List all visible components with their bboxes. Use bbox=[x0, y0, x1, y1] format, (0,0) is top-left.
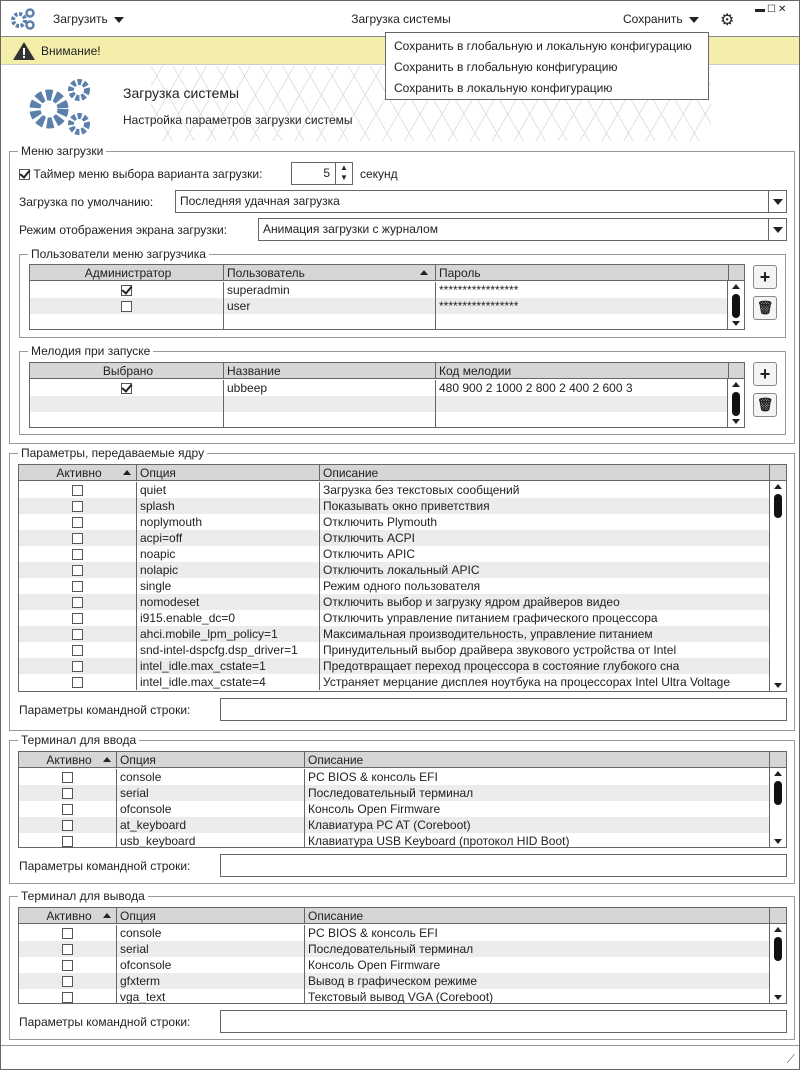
table-row[interactable] bbox=[30, 412, 744, 428]
table-cell: Текстовый вывод VGA (Coreboot) bbox=[305, 989, 770, 1004]
page-title: Загрузка системы bbox=[123, 85, 240, 101]
table-cell: nolapic bbox=[137, 562, 320, 578]
table-cell: at_keyboard bbox=[117, 817, 305, 833]
table-row[interactable] bbox=[30, 396, 744, 412]
table-cell: splash bbox=[137, 498, 320, 514]
checkbox[interactable] bbox=[72, 501, 83, 512]
warning-text: Внимание! bbox=[41, 44, 101, 58]
table-cell: noplymouth bbox=[137, 514, 320, 530]
checkbox[interactable] bbox=[72, 565, 83, 576]
add-user-button[interactable] bbox=[753, 265, 777, 289]
checkbox-cell[interactable] bbox=[19, 562, 137, 578]
checkbox[interactable] bbox=[72, 485, 83, 496]
checkbox[interactable] bbox=[62, 836, 73, 847]
table-cell: console bbox=[117, 925, 305, 941]
group-legend: Терминал для вывода bbox=[21, 889, 145, 903]
scroll-up-icon[interactable] bbox=[774, 927, 782, 932]
window-title: Загрузка системы bbox=[351, 12, 451, 26]
checkbox[interactable] bbox=[62, 772, 73, 783]
table-cell bbox=[224, 412, 436, 428]
table-row[interactable] bbox=[19, 626, 786, 642]
timer-value: 5 bbox=[323, 166, 330, 180]
checkbox-cell[interactable] bbox=[19, 578, 137, 594]
table-cell: Отключить ACPI bbox=[320, 530, 770, 546]
table-row[interactable] bbox=[19, 658, 786, 674]
checkbox-cell[interactable] bbox=[19, 674, 137, 690]
table-row[interactable] bbox=[19, 514, 786, 530]
checkbox[interactable] bbox=[72, 677, 83, 688]
checkbox[interactable] bbox=[62, 804, 73, 815]
table-cell: nomodeset bbox=[137, 594, 320, 610]
table-row[interactable] bbox=[19, 817, 786, 833]
chevron-down-icon[interactable] bbox=[768, 191, 786, 212]
column-header[interactable]: Пароль bbox=[436, 265, 729, 281]
checkbox-cell[interactable] bbox=[19, 925, 117, 941]
table-row[interactable] bbox=[19, 941, 786, 957]
close-icon[interactable]: ✕ bbox=[777, 4, 789, 15]
menu-item-save-global-local[interactable]: Сохранить в глобальную и локальную конфигурацию bbox=[394, 39, 692, 53]
table-row[interactable] bbox=[19, 482, 786, 498]
table-cell: superadmin bbox=[224, 282, 436, 298]
table-row[interactable] bbox=[19, 674, 786, 690]
checkbox-cell[interactable] bbox=[19, 658, 137, 674]
table-cell: ofconsole bbox=[117, 957, 305, 973]
delete-melody-button[interactable] bbox=[753, 393, 777, 417]
scroll-down-icon[interactable] bbox=[732, 419, 740, 424]
kernel-params-table bbox=[18, 464, 787, 692]
checkbox-cell[interactable] bbox=[30, 298, 224, 314]
resize-grip-icon[interactable]: ⟋ bbox=[786, 1052, 795, 1066]
load-menu-button[interactable] bbox=[53, 12, 124, 26]
save-menu-button[interactable] bbox=[623, 12, 699, 26]
table-cell bbox=[436, 314, 729, 330]
default-boot-label: Загрузка по умолчанию: bbox=[19, 195, 154, 209]
checkbox[interactable] bbox=[72, 613, 83, 624]
input-cmdline-input[interactable] bbox=[220, 854, 787, 877]
table-row[interactable] bbox=[19, 530, 786, 546]
warning-icon bbox=[12, 41, 36, 61]
checkbox[interactable] bbox=[72, 661, 83, 672]
scroll-down-icon[interactable] bbox=[774, 683, 782, 688]
trash-icon: 🗑 bbox=[756, 397, 774, 412]
table-cell: single bbox=[137, 578, 320, 594]
table-cell: Максимальная производительность, управление питанием bbox=[320, 626, 770, 642]
checkbox-cell[interactable] bbox=[19, 610, 137, 626]
delete-user-button[interactable] bbox=[753, 296, 777, 320]
table-cell: Режим одного пользователя bbox=[320, 578, 770, 594]
table-cell: vga_text bbox=[117, 989, 305, 1004]
table-cell: Клавиатура PC AT (Coreboot) bbox=[305, 817, 770, 833]
checkbox-cell[interactable] bbox=[19, 989, 117, 1004]
checkbox[interactable] bbox=[72, 549, 83, 560]
maximize-icon[interactable]: ☐ bbox=[767, 4, 778, 15]
checkbox-cell[interactable] bbox=[30, 314, 224, 330]
table-row[interactable] bbox=[19, 498, 786, 514]
table-cell: ubbeep bbox=[224, 380, 436, 396]
table-row[interactable] bbox=[30, 380, 744, 396]
checkbox-cell[interactable] bbox=[19, 626, 137, 642]
table-cell bbox=[436, 396, 729, 412]
scrollbar[interactable] bbox=[769, 924, 786, 1003]
table-row[interactable] bbox=[19, 546, 786, 562]
table-header bbox=[19, 752, 786, 768]
table-cell: i915.enable_dc=0 bbox=[137, 610, 320, 626]
timer-label: Таймер меню выбора варианта загрузки: bbox=[33, 167, 263, 181]
plus-icon: + bbox=[759, 267, 771, 287]
scroll-thumb[interactable] bbox=[774, 781, 782, 805]
window-controls bbox=[755, 4, 788, 15]
table-row[interactable] bbox=[19, 957, 786, 973]
table-cell: Предотвращает переход процессора в состояние глубокого сна bbox=[320, 658, 770, 674]
scroll-up-icon[interactable] bbox=[732, 284, 740, 289]
column-header[interactable]: Опция bbox=[117, 908, 305, 924]
table-row[interactable] bbox=[19, 594, 786, 610]
table-cell: Устраняет мерцание дисплея ноутбука на процессорах Intel Ultra Voltage bbox=[320, 674, 770, 690]
checkbox-cell[interactable] bbox=[19, 594, 137, 610]
scroll-up-icon[interactable] bbox=[774, 484, 782, 489]
column-header[interactable]: Код мелодии bbox=[436, 363, 729, 379]
table-row[interactable] bbox=[19, 801, 786, 817]
timer-spinbox[interactable] bbox=[291, 162, 353, 185]
table-cell: usb_keyboard bbox=[117, 833, 305, 848]
checkbox-cell[interactable] bbox=[19, 498, 137, 514]
column-header[interactable]: Описание bbox=[305, 908, 770, 924]
checkbox-icon bbox=[19, 169, 30, 180]
column-header[interactable]: Описание bbox=[320, 465, 770, 481]
checkbox[interactable] bbox=[62, 960, 73, 971]
checkbox[interactable] bbox=[62, 944, 73, 955]
scroll-down-icon[interactable] bbox=[732, 321, 740, 326]
checkbox[interactable] bbox=[62, 976, 73, 987]
display-mode-value: Анимация загрузки с журналом bbox=[263, 222, 438, 236]
column-header[interactable]: Выбрано bbox=[30, 363, 224, 379]
table-cell: Последовательный терминал bbox=[305, 785, 770, 801]
table-cell: Принудительный выбор драйвера звукового устройства от Intel bbox=[320, 642, 770, 658]
group-legend: Терминал для ввода bbox=[21, 733, 137, 747]
chevron-down-icon[interactable] bbox=[768, 219, 786, 240]
timer-unit: секунд bbox=[360, 167, 398, 181]
scrollbar[interactable] bbox=[727, 379, 744, 427]
sort-asc-icon bbox=[103, 757, 111, 762]
table-cell: ***************** bbox=[436, 298, 729, 314]
column-header[interactable]: Пользователь bbox=[224, 265, 436, 281]
checkbox[interactable] bbox=[72, 645, 83, 656]
table-cell bbox=[224, 396, 436, 412]
group-legend: Меню загрузки bbox=[21, 144, 104, 158]
scroll-up-icon[interactable] bbox=[774, 771, 782, 776]
table-row[interactable] bbox=[19, 973, 786, 989]
save-dropdown-menu bbox=[385, 32, 709, 100]
scroll-down-icon[interactable] bbox=[774, 995, 782, 1000]
table-cell: ahci.mobile_lpm_policy=1 bbox=[137, 626, 320, 642]
table-cell: Вывод в графическом режиме bbox=[305, 973, 770, 989]
checkbox-cell[interactable] bbox=[19, 785, 117, 801]
table-cell: serial bbox=[117, 941, 305, 957]
checkbox[interactable] bbox=[72, 597, 83, 608]
table-cell: Загрузка без текстовых сообщений bbox=[320, 482, 770, 498]
column-header[interactable]: Администратор bbox=[30, 265, 224, 281]
column-header[interactable]: Активно bbox=[19, 908, 117, 924]
table-cell: Отключить управление питанием графического процессора bbox=[320, 610, 770, 626]
table-row[interactable] bbox=[19, 769, 786, 785]
input-terminal-table bbox=[18, 751, 787, 848]
kernel-cmdline-label: Параметры командной строки: bbox=[19, 703, 191, 717]
table-cell: PC BIOS & консоль EFI bbox=[305, 769, 770, 785]
table-cell: console bbox=[117, 769, 305, 785]
gear-icon[interactable]: ⚙ bbox=[720, 12, 735, 29]
table-cell: Консоль Open Firmware bbox=[305, 957, 770, 973]
checkbox-cell[interactable] bbox=[19, 833, 117, 848]
table-row[interactable] bbox=[19, 785, 786, 801]
checkbox-cell[interactable] bbox=[19, 514, 137, 530]
checkbox-cell[interactable] bbox=[19, 801, 117, 817]
users-table bbox=[29, 264, 745, 330]
minimize-icon[interactable]: ▬ bbox=[755, 4, 767, 15]
table-cell: noapic bbox=[137, 546, 320, 562]
group-legend: Мелодия при запуске bbox=[31, 344, 151, 358]
checkbox-cell[interactable] bbox=[30, 380, 224, 396]
checkbox-cell[interactable] bbox=[19, 957, 117, 973]
group-legend: Пользователи меню загрузчика bbox=[31, 247, 206, 261]
checkbox[interactable] bbox=[62, 820, 73, 831]
page-subtitle: Настройка параметров загрузки системы bbox=[123, 113, 353, 127]
table-cell bbox=[436, 412, 729, 428]
display-mode-combo[interactable] bbox=[258, 218, 787, 241]
column-header[interactable]: Активно bbox=[19, 752, 117, 768]
column-header[interactable]: Название bbox=[224, 363, 436, 379]
table-row[interactable] bbox=[30, 298, 744, 314]
table-cell: gfxterm bbox=[117, 973, 305, 989]
column-header[interactable]: Опция bbox=[117, 752, 305, 768]
column-header[interactable]: Описание bbox=[305, 752, 770, 768]
kernel-cmdline-input[interactable] bbox=[220, 698, 787, 721]
table-row[interactable] bbox=[19, 925, 786, 941]
table-cell: snd-intel-dspcfg.dsp_driver=1 bbox=[137, 642, 320, 658]
checkbox-cell[interactable] bbox=[19, 482, 137, 498]
checkbox-cell[interactable] bbox=[30, 412, 224, 428]
table-header bbox=[19, 908, 786, 924]
status-divider bbox=[1, 1045, 799, 1046]
table-row[interactable] bbox=[19, 610, 786, 626]
table-cell: ***************** bbox=[436, 282, 729, 298]
sort-asc-icon bbox=[103, 913, 111, 918]
table-row[interactable] bbox=[30, 282, 744, 298]
timer-checkbox[interactable] bbox=[19, 167, 262, 181]
scrollbar[interactable] bbox=[769, 768, 786, 847]
display-mode-label: Режим отображения экрана загрузки: bbox=[19, 223, 228, 237]
table-header bbox=[30, 265, 744, 281]
checkbox-cell[interactable] bbox=[30, 282, 224, 298]
checkbox-cell[interactable] bbox=[30, 396, 224, 412]
table-cell: serial bbox=[117, 785, 305, 801]
checkbox[interactable] bbox=[121, 383, 132, 394]
table-cell: Отключить выбор и загрузку ядром драйверов видео bbox=[320, 594, 770, 610]
scroll-thumb[interactable] bbox=[732, 392, 740, 416]
scroll-down-icon[interactable] bbox=[774, 839, 782, 844]
table-cell: Показывать окно приветствия bbox=[320, 498, 770, 514]
checkbox[interactable] bbox=[72, 581, 83, 592]
gears-icon bbox=[27, 75, 95, 139]
chevron-down-icon bbox=[114, 17, 124, 23]
checkbox-cell[interactable] bbox=[19, 530, 137, 546]
table-row[interactable] bbox=[19, 642, 786, 658]
default-boot-combo[interactable] bbox=[175, 190, 787, 213]
table-cell: PC BIOS & консоль EFI bbox=[305, 925, 770, 941]
table-row[interactable] bbox=[19, 989, 786, 1004]
checkbox[interactable] bbox=[62, 992, 73, 1003]
load-menu-label: Загрузить bbox=[53, 12, 108, 26]
scroll-thumb[interactable] bbox=[774, 494, 782, 518]
checkbox-cell[interactable] bbox=[19, 973, 117, 989]
table-cell bbox=[224, 314, 436, 330]
menu-item-save-local[interactable]: Сохранить в локальную конфигурацию bbox=[394, 81, 613, 95]
table-cell: Отключить локальный APIC bbox=[320, 562, 770, 578]
table-cell: acpi=off bbox=[137, 530, 320, 546]
table-cell: Клавиатура USB Keyboard (протокол HID Boot) bbox=[305, 833, 770, 848]
melody-table bbox=[29, 362, 745, 428]
table-header bbox=[30, 363, 744, 379]
table-cell: Консоль Open Firmware bbox=[305, 801, 770, 817]
checkbox[interactable] bbox=[72, 533, 83, 544]
table-row[interactable] bbox=[19, 562, 786, 578]
table-row[interactable] bbox=[19, 833, 786, 848]
trash-icon: 🗑 bbox=[756, 300, 774, 315]
sort-asc-icon bbox=[123, 470, 131, 475]
scroll-up-icon[interactable] bbox=[732, 382, 740, 387]
output-cmdline-input[interactable] bbox=[220, 1010, 787, 1033]
checkbox[interactable] bbox=[121, 285, 132, 296]
table-row[interactable] bbox=[19, 578, 786, 594]
group-legend: Параметры, передаваемые ядру bbox=[21, 446, 205, 460]
scroll-thumb[interactable] bbox=[774, 937, 782, 961]
input-cmdline-label: Параметры командной строки: bbox=[19, 859, 191, 873]
table-cell: quiet bbox=[137, 482, 320, 498]
checkbox-cell[interactable] bbox=[19, 817, 117, 833]
scrollbar[interactable] bbox=[769, 481, 786, 691]
checkbox[interactable] bbox=[72, 517, 83, 528]
gears-icon bbox=[10, 8, 36, 30]
checkbox[interactable] bbox=[62, 788, 73, 799]
menu-item-save-global[interactable]: Сохранить в глобальную конфигурацию bbox=[394, 60, 618, 74]
table-cell: ofconsole bbox=[117, 801, 305, 817]
table-cell: Последовательный терминал bbox=[305, 941, 770, 957]
table-cell: user bbox=[224, 298, 436, 314]
checkbox-cell[interactable] bbox=[19, 546, 137, 562]
table-row[interactable] bbox=[30, 314, 744, 330]
output-terminal-table bbox=[18, 907, 787, 1004]
column-header[interactable]: Опция bbox=[137, 465, 320, 481]
add-melody-button[interactable] bbox=[753, 362, 777, 386]
spin-arrows-icon[interactable]: ▲ ▼ bbox=[335, 163, 352, 184]
default-boot-value: Последняя удачная загрузка bbox=[180, 194, 340, 208]
table-cell: 480 900 2 1000 2 800 2 400 2 600 3 bbox=[436, 380, 729, 396]
chevron-down-icon bbox=[689, 17, 699, 23]
scrollbar[interactable] bbox=[727, 281, 744, 329]
save-label: Сохранить bbox=[623, 12, 683, 26]
plus-icon: + bbox=[759, 364, 771, 384]
checkbox[interactable] bbox=[121, 301, 132, 312]
table-cell: Отключить APIC bbox=[320, 546, 770, 562]
checkbox-cell[interactable] bbox=[19, 941, 117, 957]
output-cmdline-label: Параметры командной строки: bbox=[19, 1015, 191, 1029]
checkbox-cell[interactable] bbox=[19, 769, 117, 785]
table-cell: intel_idle.max_cstate=4 bbox=[137, 674, 320, 690]
table-cell: Отключить Plymouth bbox=[320, 514, 770, 530]
checkbox[interactable] bbox=[72, 629, 83, 640]
scroll-thumb[interactable] bbox=[732, 294, 740, 318]
table-header bbox=[19, 465, 786, 481]
checkbox[interactable] bbox=[62, 928, 73, 939]
sort-asc-icon bbox=[420, 270, 428, 275]
table-cell: intel_idle.max_cstate=1 bbox=[137, 658, 320, 674]
checkbox-cell[interactable] bbox=[19, 642, 137, 658]
column-header[interactable]: Активно bbox=[19, 465, 137, 481]
